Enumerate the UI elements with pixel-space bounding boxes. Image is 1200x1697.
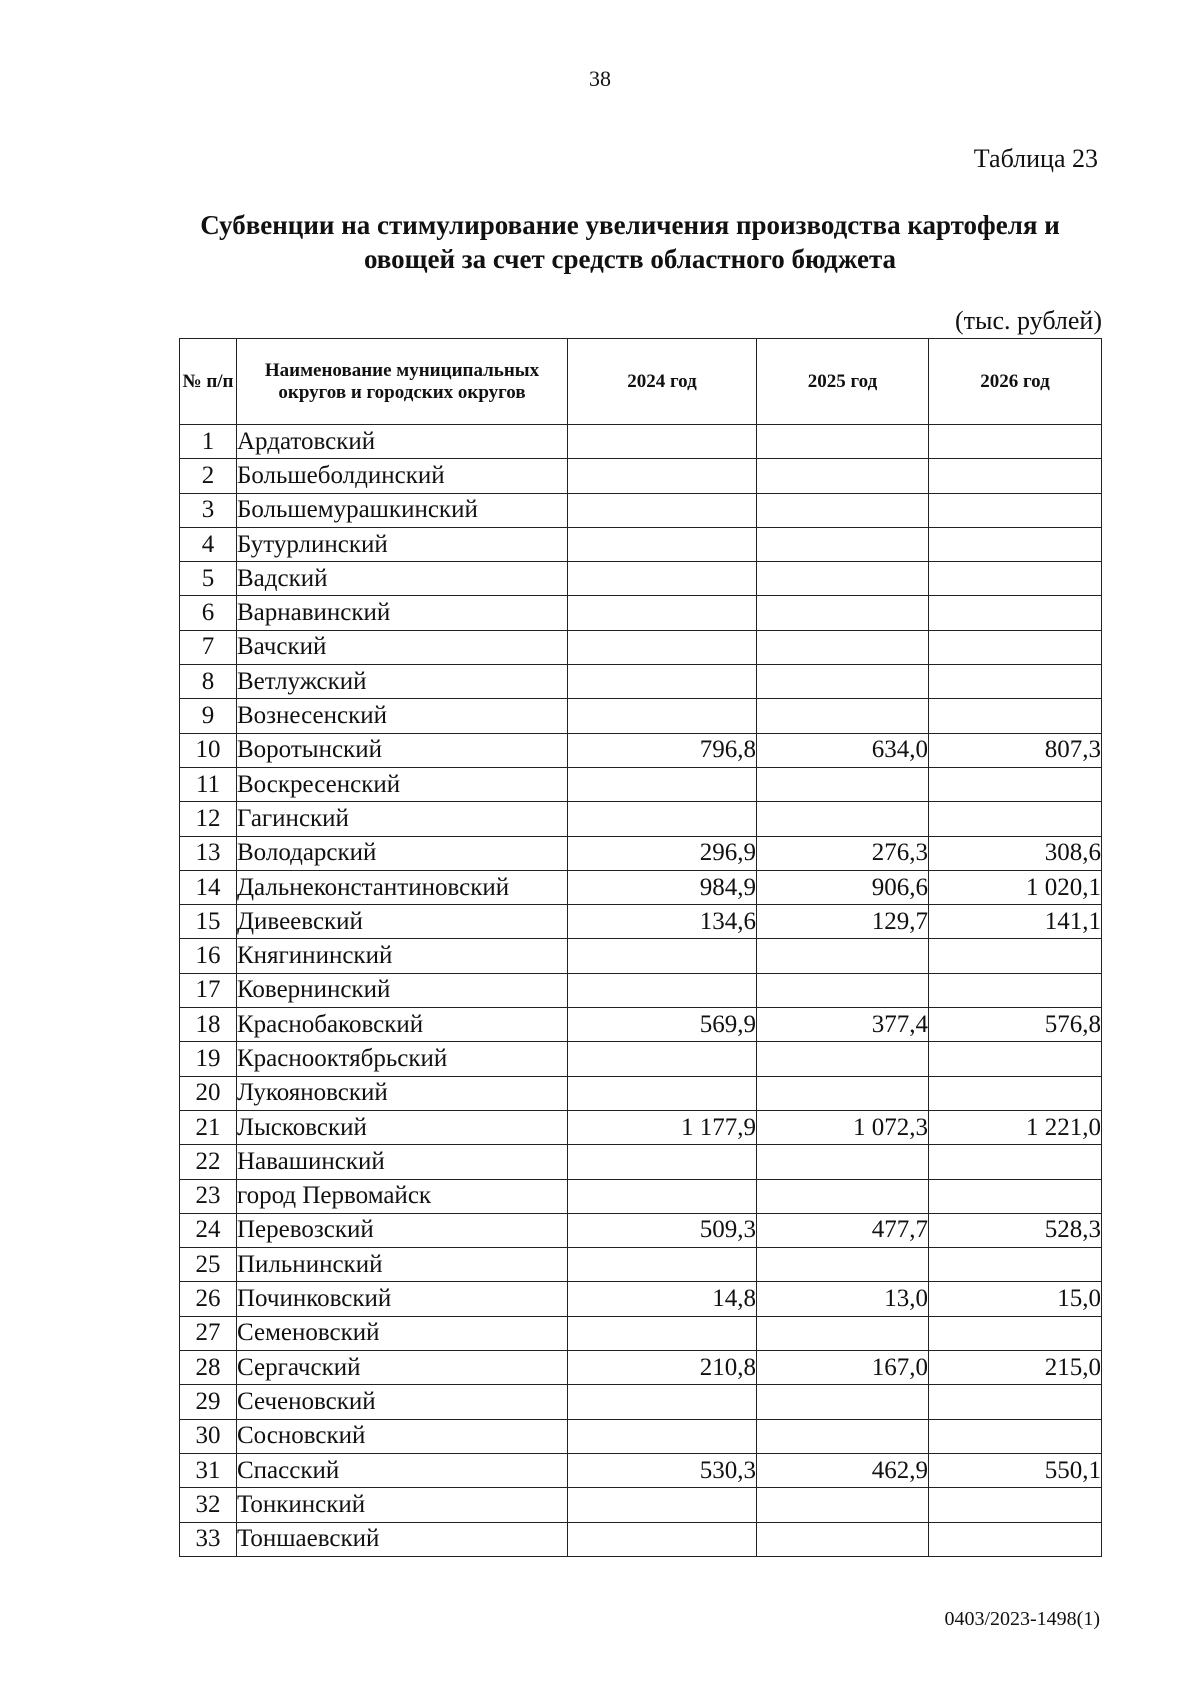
row-name: Навашинский [237, 1145, 568, 1179]
row-name: Княгининский [237, 939, 568, 973]
row-number: 2 [180, 459, 237, 493]
row-value-2025 [757, 493, 929, 527]
row-value-2024 [568, 1522, 757, 1556]
row-value-2025 [757, 1316, 929, 1350]
row-number: 33 [180, 1522, 237, 1556]
row-value-2024: 210,8 [568, 1351, 757, 1385]
table-row [180, 699, 1102, 733]
table-row [180, 1145, 1102, 1179]
row-value-2026 [929, 973, 1102, 1007]
row-value-2026: 141,1 [929, 905, 1102, 939]
row-value-2025 [757, 767, 929, 801]
row-value-2024 [568, 1042, 757, 1076]
row-value-2026: 528,3 [929, 1213, 1102, 1247]
table-row [180, 630, 1102, 664]
row-value-2026 [929, 939, 1102, 973]
table-row [180, 836, 1102, 870]
table-row [180, 1522, 1102, 1556]
row-value-2025 [757, 596, 929, 630]
row-number: 16 [180, 939, 237, 973]
row-value-2025: 167,0 [757, 1351, 929, 1385]
row-value-2024 [568, 596, 757, 630]
row-number: 26 [180, 1282, 237, 1316]
table-header-row [180, 339, 1102, 425]
row-value-2024: 296,9 [568, 836, 757, 870]
row-value-2025 [757, 425, 929, 459]
table-row [180, 1008, 1102, 1042]
row-value-2024: 14,8 [568, 1282, 757, 1316]
page-number: 38 [589, 66, 611, 91]
table-row [180, 733, 1102, 767]
row-value-2024 [568, 939, 757, 973]
row-value-2025: 634,0 [757, 733, 929, 767]
table-row [180, 425, 1102, 459]
row-number: 32 [180, 1488, 237, 1522]
row-value-2025: 477,7 [757, 1213, 929, 1247]
row-number: 22 [180, 1145, 237, 1179]
row-number: 23 [180, 1179, 237, 1213]
row-name: Бутурлинский [237, 527, 568, 561]
row-value-2026 [929, 630, 1102, 664]
row-value-2024: 509,3 [568, 1213, 757, 1247]
row-value-2025: 377,4 [757, 1008, 929, 1042]
row-value-2025: 13,0 [757, 1282, 929, 1316]
row-value-2025: 1 072,3 [757, 1110, 929, 1144]
row-value-2024 [568, 425, 757, 459]
row-value-2024 [568, 527, 757, 561]
row-value-2024 [568, 665, 757, 699]
title-line-2: овощей за счет средств областного бюджета [363, 244, 897, 274]
table-row [180, 905, 1102, 939]
row-number: 30 [180, 1419, 237, 1453]
row-value-2026 [929, 562, 1102, 596]
row-value-2025: 129,7 [757, 905, 929, 939]
row-name: Тонкинский [237, 1488, 568, 1522]
header-name: Наименование муниципальных округов и городских округов [237, 339, 568, 425]
row-value-2024 [568, 1488, 757, 1522]
row-number: 31 [180, 1453, 237, 1487]
row-value-2026: 215,0 [929, 1351, 1102, 1385]
row-value-2026: 308,6 [929, 836, 1102, 870]
row-value-2026 [929, 1316, 1102, 1350]
table-body [180, 425, 1102, 1557]
row-value-2026 [929, 1522, 1102, 1556]
row-name: Спасский [237, 1453, 568, 1487]
header-2025: 2025 год [757, 339, 929, 425]
table-row [180, 1351, 1102, 1385]
table-row [180, 527, 1102, 561]
title-line-1: Субвенции на стимулирование увеличения производства картофеля и [200, 210, 1060, 240]
row-value-2025 [757, 562, 929, 596]
row-value-2026 [929, 802, 1102, 836]
row-value-2024 [568, 1385, 757, 1419]
row-number: 15 [180, 905, 237, 939]
table-row [180, 973, 1102, 1007]
row-name: Большемурашкинский [237, 493, 568, 527]
table-row [180, 562, 1102, 596]
row-value-2025 [757, 459, 929, 493]
table-row [180, 1248, 1102, 1282]
row-number: 21 [180, 1110, 237, 1144]
row-number: 5 [180, 562, 237, 596]
row-number: 24 [180, 1213, 237, 1247]
row-name: Краснобаковский [237, 1008, 568, 1042]
table-row [180, 1419, 1102, 1453]
table-row [180, 1488, 1102, 1522]
row-value-2025 [757, 630, 929, 664]
row-name: Краснооктябрьский [237, 1042, 568, 1076]
row-name: Тоншаевский [237, 1522, 568, 1556]
table-label: Таблица 23 [973, 144, 1098, 173]
row-value-2024: 1 177,9 [568, 1110, 757, 1144]
row-value-2026 [929, 1488, 1102, 1522]
row-value-2024 [568, 630, 757, 664]
row-name: Дальнеконстантиновский [237, 870, 568, 904]
row-name: Ветлужский [237, 665, 568, 699]
row-value-2026: 807,3 [929, 733, 1102, 767]
row-value-2025 [757, 699, 929, 733]
row-name: Лысковский [237, 1110, 568, 1144]
row-value-2025 [757, 973, 929, 1007]
table-row [180, 596, 1102, 630]
row-number: 28 [180, 1351, 237, 1385]
row-value-2025: 276,3 [757, 836, 929, 870]
row-value-2024 [568, 493, 757, 527]
table-row [180, 1179, 1102, 1213]
row-value-2025 [757, 1076, 929, 1110]
row-value-2024 [568, 767, 757, 801]
table-row [180, 802, 1102, 836]
row-number: 8 [180, 665, 237, 699]
row-number: 18 [180, 1008, 237, 1042]
row-value-2025 [757, 527, 929, 561]
row-value-2025 [757, 1488, 929, 1522]
row-name: Воротынский [237, 733, 568, 767]
row-number: 29 [180, 1385, 237, 1419]
units-label: (тыс. рублей) [954, 306, 1102, 335]
row-number: 13 [180, 836, 237, 870]
row-value-2026 [929, 1419, 1102, 1453]
row-value-2024: 569,9 [568, 1008, 757, 1042]
row-name: Лукояновский [237, 1076, 568, 1110]
row-value-2025 [757, 1179, 929, 1213]
row-value-2024: 796,8 [568, 733, 757, 767]
row-number: 7 [180, 630, 237, 664]
row-name: Перевозский [237, 1213, 568, 1247]
row-value-2025 [757, 1042, 929, 1076]
row-value-2026 [929, 1385, 1102, 1419]
row-value-2024 [568, 459, 757, 493]
row-value-2024: 984,9 [568, 870, 757, 904]
row-name: Большеболдинский [237, 459, 568, 493]
row-name: Вознесенский [237, 699, 568, 733]
row-value-2025 [757, 1385, 929, 1419]
row-name: Варнавинский [237, 596, 568, 630]
row-name: Семеновский [237, 1316, 568, 1350]
table-row [180, 1213, 1102, 1247]
row-value-2026: 1 020,1 [929, 870, 1102, 904]
row-value-2024 [568, 1179, 757, 1213]
row-value-2025 [757, 1248, 929, 1282]
row-number: 14 [180, 870, 237, 904]
row-value-2024 [568, 1145, 757, 1179]
row-number: 1 [180, 425, 237, 459]
row-number: 17 [180, 973, 237, 1007]
row-value-2025 [757, 1145, 929, 1179]
row-number: 19 [180, 1042, 237, 1076]
header-2024: 2024 год [568, 339, 757, 425]
row-name: Володарский [237, 836, 568, 870]
row-number: 10 [180, 733, 237, 767]
row-number: 4 [180, 527, 237, 561]
row-name: Сосновский [237, 1419, 568, 1453]
row-name: Ковернинский [237, 973, 568, 1007]
row-value-2024 [568, 699, 757, 733]
table-row [180, 939, 1102, 973]
row-value-2025 [757, 665, 929, 699]
row-name: Сергачский [237, 1351, 568, 1385]
row-value-2026 [929, 527, 1102, 561]
row-number: 20 [180, 1076, 237, 1110]
table-row [180, 1385, 1102, 1419]
row-value-2026 [929, 596, 1102, 630]
table-row [180, 493, 1102, 527]
row-name: Починковский [237, 1282, 568, 1316]
row-value-2026 [929, 1042, 1102, 1076]
row-value-2024 [568, 562, 757, 596]
row-number: 3 [180, 493, 237, 527]
table-row [180, 1453, 1102, 1487]
row-value-2024: 134,6 [568, 905, 757, 939]
row-value-2026: 550,1 [929, 1453, 1102, 1487]
table-row [180, 459, 1102, 493]
header-num: № п/п [180, 339, 237, 425]
row-name: Вадский [237, 562, 568, 596]
table-row [180, 1042, 1102, 1076]
row-value-2026: 1 221,0 [929, 1110, 1102, 1144]
header-2026: 2026 год [929, 339, 1102, 425]
row-value-2026 [929, 699, 1102, 733]
row-number: 9 [180, 699, 237, 733]
table-row [180, 870, 1102, 904]
row-number: 12 [180, 802, 237, 836]
row-number: 6 [180, 596, 237, 630]
row-number: 25 [180, 1248, 237, 1282]
table-row [180, 1076, 1102, 1110]
row-value-2024 [568, 1419, 757, 1453]
row-number: 11 [180, 767, 237, 801]
row-value-2024 [568, 1248, 757, 1282]
row-value-2026: 15,0 [929, 1282, 1102, 1316]
row-name: Ардатовский [237, 425, 568, 459]
row-name: Пильнинский [237, 1248, 568, 1282]
row-value-2024: 530,3 [568, 1453, 757, 1487]
table-row [180, 767, 1102, 801]
row-name: Сеченовский [237, 1385, 568, 1419]
row-value-2026 [929, 459, 1102, 493]
subsidy-table [179, 338, 1102, 1557]
row-value-2024 [568, 1076, 757, 1110]
row-value-2026 [929, 1145, 1102, 1179]
row-value-2026 [929, 1248, 1102, 1282]
row-value-2025: 906,6 [757, 870, 929, 904]
row-value-2025 [757, 939, 929, 973]
table-row [180, 1110, 1102, 1144]
table-row [180, 665, 1102, 699]
row-value-2025 [757, 1419, 929, 1453]
row-value-2026 [929, 665, 1102, 699]
row-name: Дивеевский [237, 905, 568, 939]
row-value-2026 [929, 425, 1102, 459]
row-value-2026 [929, 767, 1102, 801]
row-name: Вачский [237, 630, 568, 664]
document-title [160, 208, 1100, 276]
row-value-2024 [568, 802, 757, 836]
row-name: город Первомайск [237, 1179, 568, 1213]
row-value-2025: 462,9 [757, 1453, 929, 1487]
row-name: Воскресенский [237, 767, 568, 801]
row-value-2025 [757, 1522, 929, 1556]
row-value-2026: 576,8 [929, 1008, 1102, 1042]
row-value-2026 [929, 493, 1102, 527]
row-value-2026 [929, 1179, 1102, 1213]
table-row [180, 1282, 1102, 1316]
table-row [180, 1316, 1102, 1350]
row-value-2024 [568, 1316, 757, 1350]
row-value-2026 [929, 1076, 1102, 1110]
footer-document-code: 0403/2023-1498(1) [944, 1608, 1100, 1630]
row-value-2024 [568, 973, 757, 1007]
row-value-2025 [757, 802, 929, 836]
row-number: 27 [180, 1316, 237, 1350]
row-name: Гагинский [237, 802, 568, 836]
